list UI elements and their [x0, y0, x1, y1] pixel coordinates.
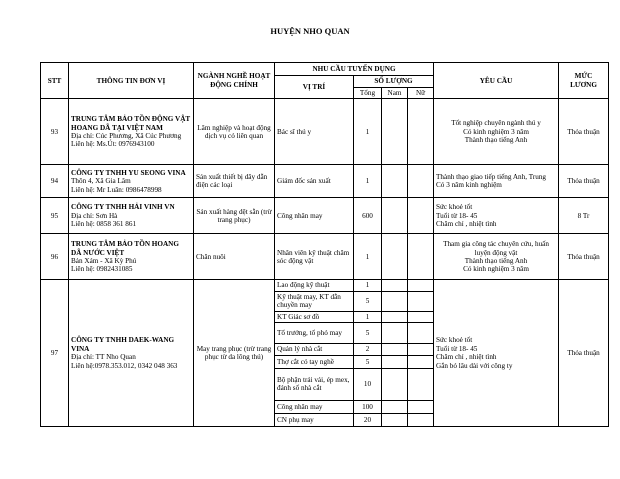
cell-salary: Thỏa thuận — [559, 99, 609, 165]
requirement-line: Gắn bó lâu dài với công ty — [436, 361, 513, 370]
unit-detail-line: Bản Xám - Xã Kỳ Phú — [71, 256, 137, 265]
cell-female — [408, 323, 434, 344]
cell-male — [382, 413, 408, 426]
cell-male — [382, 368, 408, 400]
requirement-line: Tuổi từ 18- 45 — [436, 344, 478, 353]
cell-total: 1 — [354, 99, 382, 165]
cell-female — [408, 291, 434, 311]
cell-salary: 8 Tr — [559, 198, 609, 234]
cell-position: Giám đốc sản xuất — [275, 165, 354, 198]
cell-industry: Sản xuất hàng dệt sẵn (trừ trang phục) — [194, 198, 275, 234]
unit-detail-line: Liên hệ: Mr Luân: 0986478998 — [71, 185, 162, 194]
cell-male — [382, 323, 408, 344]
cell-female — [408, 368, 434, 400]
cell-total: 5 — [354, 355, 382, 368]
cell-position: Công nhân may — [275, 400, 354, 413]
requirement-line: Có kinh nghiệm 3 năm — [463, 265, 529, 274]
cell-position: Thợ cắt có tay nghề — [275, 355, 354, 368]
requirement-line: Tốt nghiệp chuyên ngành thú y — [451, 119, 541, 128]
cell-industry: Sản xuất thiết bị dây dẫn điện các loại — [194, 165, 275, 198]
cell-male — [382, 355, 408, 368]
cell-male — [382, 198, 408, 234]
cell-unit-info — [69, 280, 194, 426]
cell-position: Lao động kỹ thuật — [275, 280, 354, 291]
cell-female — [408, 99, 434, 165]
cell-requirements — [434, 234, 559, 280]
header-salary: MỨC LƯƠNG — [559, 63, 609, 99]
cell-position: KT Giác sơ đồ — [275, 311, 354, 322]
header-industry: NGÀNH NGHỀ HOẠT ĐỘNG CHÍNH — [194, 63, 275, 99]
cell-total: 10 — [354, 368, 382, 400]
cell-female — [408, 198, 434, 234]
cell-industry: Chăn nuôi — [194, 234, 275, 280]
cell-total: 100 — [354, 400, 382, 413]
table-row — [41, 280, 609, 291]
cell-salary: Thỏa thuận — [559, 234, 609, 280]
unit-name: CÔNG TY TNHH YU SEONG VINA — [71, 168, 186, 177]
cell-stt: 96 — [41, 234, 69, 280]
unit-detail-line: Liên hệ: Ms.Út: 0976943100 — [71, 140, 155, 149]
page-title: HUYỆN NHO QUAN — [270, 26, 350, 36]
cell-requirements — [434, 165, 559, 198]
header-quantity: SỐ LƯỢNG — [354, 76, 434, 88]
cell-male — [382, 344, 408, 355]
cell-total: 5 — [354, 291, 382, 311]
cell-unit-info — [69, 198, 194, 234]
unit-name: CÔNG TY TNHH DAEK-WANG VINA — [71, 336, 175, 353]
table-row — [41, 198, 609, 234]
cell-male — [382, 280, 408, 291]
cell-female — [408, 355, 434, 368]
header-male: Nam — [382, 88, 408, 99]
cell-requirements — [434, 198, 559, 234]
requirement-line: Sức khoẻ tốt — [436, 203, 473, 212]
cell-position: Bác sĩ thú y — [275, 99, 354, 165]
cell-stt: 94 — [41, 165, 69, 198]
cell-position: Bộ phận trải vải, ép mex, đánh số nhà cắt — [275, 368, 354, 400]
cell-female — [408, 234, 434, 280]
requirement-line: Tuổi từ 18- 45 — [436, 211, 478, 220]
cell-salary: Thỏa thuận — [559, 280, 609, 426]
table-row — [41, 165, 609, 198]
header-stt: STT — [41, 63, 69, 99]
requirement-line: Có kinh nghiệm 3 năm — [463, 127, 529, 136]
cell-total: 600 — [354, 198, 382, 234]
unit-name: TRUNG TÂM BẢO TỒN ĐỘNG VẬT HOANG DÃ TẠI VIỆT NAM — [71, 115, 191, 132]
cell-position: Tổ trưởng, tổ phó may — [275, 323, 354, 344]
table-row — [41, 234, 609, 280]
cell-female — [408, 280, 434, 291]
cell-position: Kỹ thuật may, KT dẫn chuyền may — [275, 291, 354, 311]
cell-total: 20 — [354, 413, 382, 426]
cell-stt: 95 — [41, 198, 69, 234]
header-female: Nữ — [408, 88, 434, 99]
requirement-line: Có 3 năm kinh nghiệm — [436, 181, 502, 190]
cell-male — [382, 311, 408, 322]
cell-unit-info — [69, 165, 194, 198]
cell-total: 1 — [354, 311, 382, 322]
cell-female — [408, 311, 434, 322]
cell-industry: May trang phục (trừ trang phục từ da lông thú) — [194, 280, 275, 426]
cell-unit-info — [69, 99, 194, 165]
cell-total: 1 — [354, 280, 382, 291]
requirement-line: Thành thạo tiếng Anh — [464, 136, 528, 145]
requirement-line: Tham gia công tác chuyên cứu, huấn luyện động vật — [443, 240, 549, 257]
cell-female — [408, 400, 434, 413]
cell-male — [382, 400, 408, 413]
cell-position: Quản lý nhà cắt — [275, 344, 354, 355]
cell-female — [408, 344, 434, 355]
header-total: Tổng — [354, 88, 382, 99]
unit-detail-line: Địa chỉ: TT Nho Quan — [71, 353, 136, 362]
header-requirements: YÊU CẦU — [434, 63, 559, 99]
cell-industry: Lâm nghiệp và hoạt động dịch vụ có liên quan — [194, 99, 275, 165]
requirement-line: Thành thạo giao tiếp tiếng Anh, Trung — [436, 173, 547, 181]
unit-name: CÔNG TY TNHH HẢI VINH VN — [71, 203, 175, 212]
cell-salary: Thỏa thuận — [559, 165, 609, 198]
cell-position: Nhân viên kỹ thuật chăm sóc động vật — [275, 234, 354, 280]
cell-total: 1 — [354, 234, 382, 280]
cell-unit-info — [69, 234, 194, 280]
cell-stt: 97 — [41, 280, 69, 426]
cell-requirements — [434, 280, 559, 426]
unit-detail-line: Địa chỉ: Sơn Hà — [71, 211, 118, 220]
cell-position: CN phụ may — [275, 413, 354, 426]
table-body — [41, 99, 609, 426]
requirement-line: Chăm chỉ , nhiệt tình — [436, 220, 497, 229]
unit-detail-line: Thôn 4, Xã Gia Lâm — [71, 177, 131, 186]
cell-male — [382, 291, 408, 311]
cell-stt: 93 — [41, 99, 69, 165]
requirement-line: Chăm chỉ , nhiệt tình — [436, 353, 497, 362]
header-position: VỊ TRÍ — [275, 76, 354, 99]
cell-total: 2 — [354, 344, 382, 355]
header-unit-info: THÔNG TIN ĐƠN VỊ — [69, 63, 194, 99]
cell-male — [382, 165, 408, 198]
requirement-line: Sức khoẻ tốt — [436, 336, 473, 345]
recruitment-table — [40, 62, 609, 427]
cell-total: 1 — [354, 165, 382, 198]
unit-name: TRUNG TÂM BẢO TỒN HOANG DÃ NƯỚC VIỆT — [71, 240, 179, 257]
unit-detail-line: Địa chỉ: Cúc Phương, Xã Cúc Phương — [71, 131, 182, 140]
cell-female — [408, 413, 434, 426]
cell-female — [408, 165, 434, 198]
table-row — [41, 99, 609, 165]
header-demand: NHU CẦU TUYỂN DỤNG — [275, 63, 434, 76]
unit-detail-line: Liên hệ: 0982431085 — [71, 265, 133, 274]
cell-requirements — [434, 99, 559, 165]
requirement-line: Thành thạo tiếng Anh — [464, 256, 528, 265]
cell-total: 5 — [354, 323, 382, 344]
cell-male — [382, 234, 408, 280]
cell-position: Công nhân may — [275, 198, 354, 234]
unit-detail-line: Liên hệ: 0858 361 861 — [71, 220, 137, 229]
cell-male — [382, 99, 408, 165]
unit-detail-line: Liên hệ:0978.353.012, 0342 048 363 — [71, 361, 178, 370]
